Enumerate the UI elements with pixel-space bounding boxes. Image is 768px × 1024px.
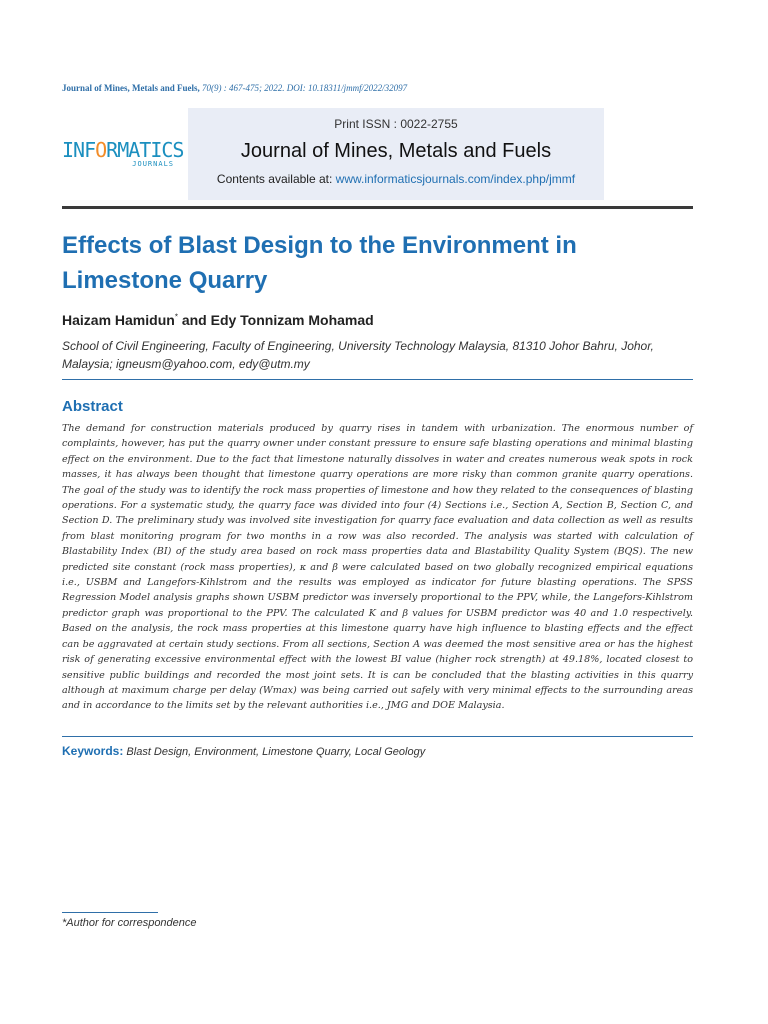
contents-label: Contents available at: (216, 172, 336, 186)
header-divider (62, 206, 693, 209)
article-title: Effects of Blast Design to the Environment in Limestone Quarry (62, 232, 577, 294)
logo-suffix: RMATICS (106, 138, 184, 162)
abstract-body: The demand for construction materials produced by quarry rises in tandem with urbanization. The enormous number of complaints, however, has put the quarry owner under constant pressure to ensure safe blasting operations and minimal blasting effect on the environment. Due to the fact that limestone naturally dissolves in water and creates numerous weak spots in rock masses, it has always been thought that limestone quarry operations are more risky than common granite quarry operations. The goal of the study was to identify the rock mass properties of limestone and how they related to the consequences of blasting operations. For a systematic study, the quarry face was divided into four (4) Sections i.e., Section A, Section B, Section C, and Section D. The preliminary study was involved site investigation for quarry face evaluation and data collection as well as results from blast monitoring program for two months in a row was also recorded. The analysis was started with calculation of Blastability Index (BI) of the study area based on rock mass properties data and Blastability Quality System (BQS). The new predicted site constant (rock mass properties), κ and β were calculated based on two globally recognized empirical equations i.e., USBM and Langefors-Kihlstrom and the results was employed as indicator for future blasting operations. The SPSS Regression Model analysis graphs shown USBM predictor was inversely proportional to the PPV, while, the Langefors-Kihlstrom predictor graph was proportional to the PPV. The calculated K and β values for USBM predictor was 40 and 1.0 respectively. Based on the analysis, the rock mass properties at this limestone quarry have high influence to blasting effects and the effect can be aggravated at certain study sections. From all sections, Section A was deemed the most sensitive area or has the highest risk of generating excessive environmental effect with the lowest BI value (higher rock strength) at 49.18%, located closest to sensitive public buildings and recorded the most joint sets. It is can be concluded that the blasting activities in this quarry although at maximum charge per delay (Wmax) was being carried out safely with very minimal effects to the surrounding areas and in accordance to the limits set by the relevant authorities i.e., JMG and DOE Malaysia. (62, 423, 693, 712)
affiliation-divider (62, 379, 693, 380)
keywords-divider (62, 736, 693, 737)
author-1: Haizam Hamidun (62, 312, 175, 328)
keywords-label: Keywords: (62, 744, 124, 758)
footnote-divider (62, 912, 158, 913)
corresponding-mark: * (174, 312, 178, 322)
contents-line (188, 172, 604, 186)
journal-title: Journal of Mines, Metals and Fuels (240, 140, 552, 162)
keywords-list: Blast Design, Environment, Limestone Quarry, Local Geology (123, 746, 426, 758)
author-rest: and Edy Tonnizam Mohamad (177, 312, 374, 328)
print-issn: Print ISSN : 0022-2755 (334, 117, 458, 131)
journal-url-link[interactable]: www.informaticsjournals.com/index.php/jmmf (335, 172, 576, 186)
abstract-heading: Abstract (62, 398, 123, 415)
logo-prefix: INF (62, 138, 96, 162)
logo-wordmark (62, 140, 182, 160)
affiliation: School of Civil Engineering, Faculty of Engineering, University Technology Malaysia, 81310 Johor Bahru, Johor, Malaysia; igneusm@yahoo.com, edy@utm.my (62, 339, 654, 371)
author-line (62, 312, 374, 328)
logo-o: O (95, 138, 107, 162)
citation-line (62, 83, 407, 93)
logo-subtext: JOURNALS (132, 160, 174, 168)
journal-header (188, 108, 604, 200)
footnote: *Author for correspondence (62, 917, 197, 929)
citation-journal: Journal of Mines, Metals and Fuels, (62, 83, 200, 93)
publisher-logo (62, 140, 182, 176)
citation-details: 70(9) : 467-475; 2022. DOI: 10.18311/jmmf/2022/32097 (199, 83, 408, 93)
keywords-line (62, 744, 425, 758)
